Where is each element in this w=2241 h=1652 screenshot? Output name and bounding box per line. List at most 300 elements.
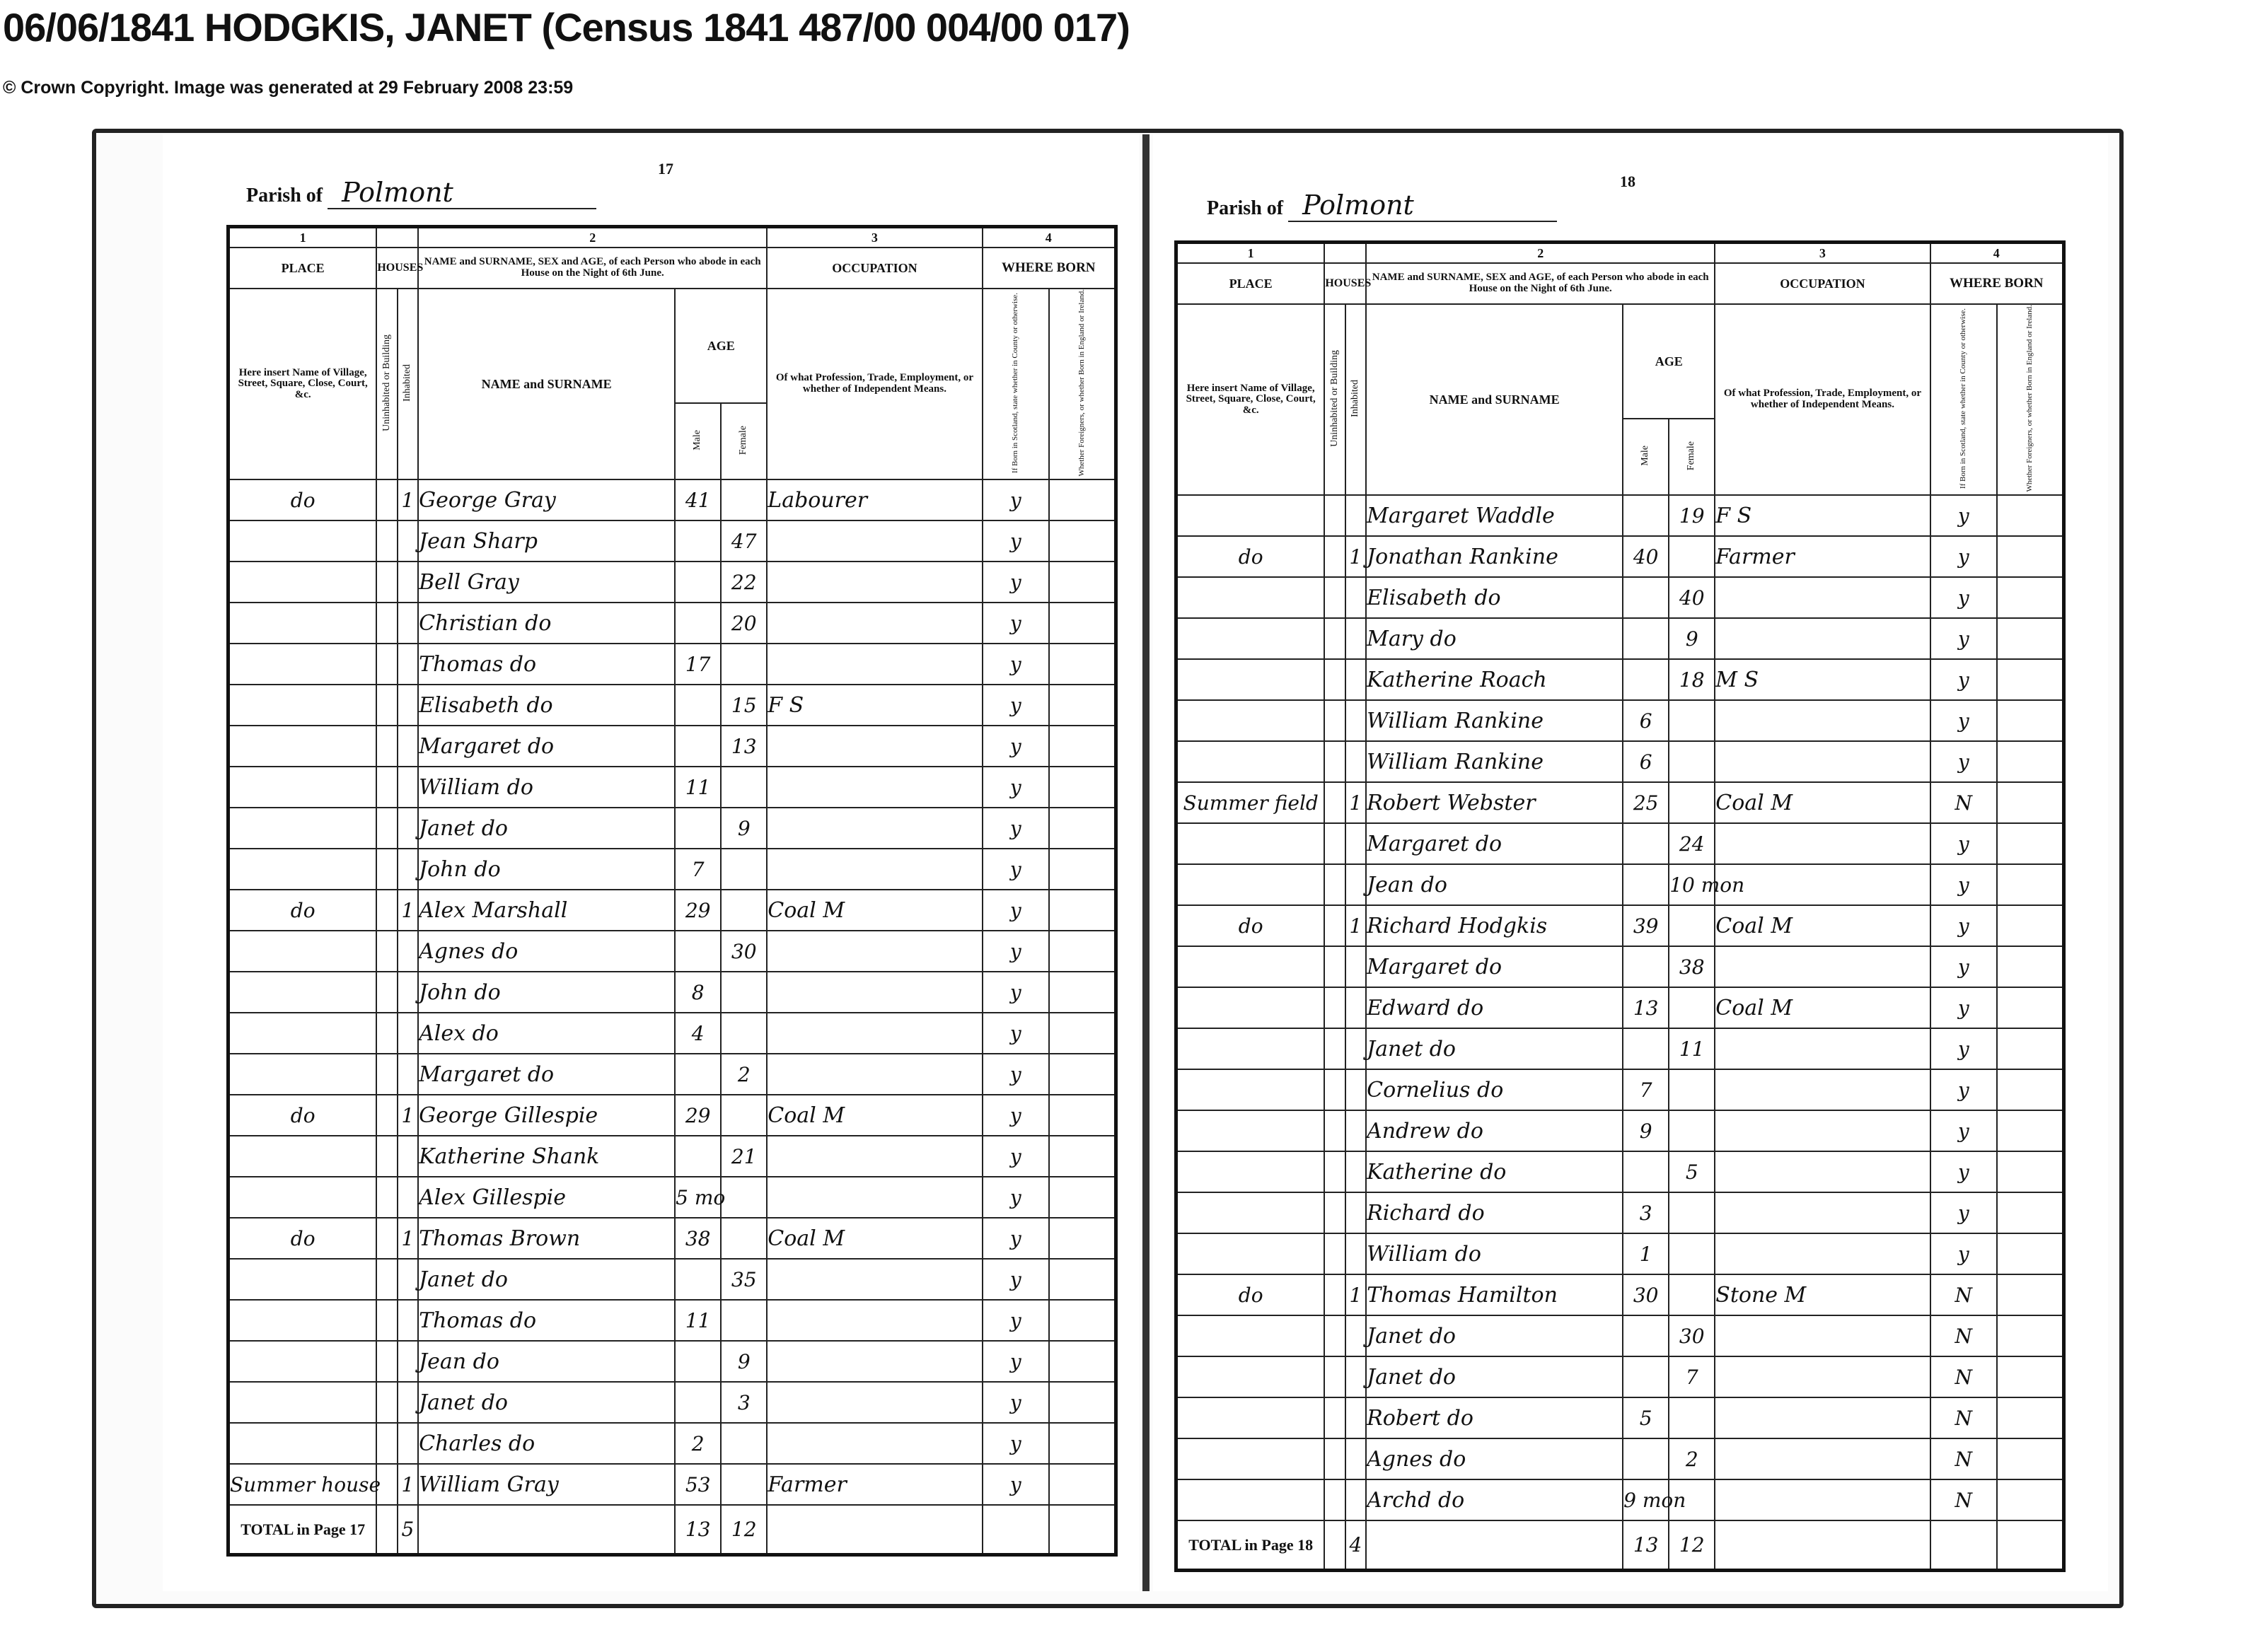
occupation-header: OCCUPATION: [1715, 263, 1930, 304]
uninhabited-cell: [376, 562, 397, 603]
female-age-cell: 24: [1669, 823, 1715, 864]
uninhabited-cell: [376, 972, 397, 1013]
occupation-cell: [1715, 741, 1930, 782]
male-age-cell: [1623, 1151, 1669, 1192]
born-county-cell: y: [983, 808, 1049, 849]
name-cell: Margaret do: [1366, 946, 1623, 987]
census-row: [228, 931, 1116, 972]
right-parish-heading: [1207, 190, 1557, 222]
census-row: [1176, 618, 2064, 659]
col-num-3: 3: [1715, 243, 1930, 264]
male-age-cell: 25: [1623, 782, 1669, 823]
male-age-cell: 5: [1623, 1397, 1669, 1438]
male-age-cell: 41: [675, 479, 721, 520]
born-foreign-cell: [1049, 1218, 1116, 1259]
male-age-cell: 17: [675, 644, 721, 685]
male-age-cell: [675, 1382, 721, 1423]
occupation-cell: [767, 808, 982, 849]
name-cell: Jonathan Rankine: [1366, 536, 1623, 577]
occupation-cell: [1715, 1479, 1930, 1520]
place-cell: [1176, 987, 1325, 1028]
uninhabited-cell: [376, 685, 397, 726]
census-row: [228, 1013, 1116, 1054]
name-cell: Margaret do: [418, 726, 675, 767]
born-foreign-cell: [1997, 1110, 2064, 1151]
born-county-cell: y: [983, 726, 1049, 767]
occupation-cell: [767, 1136, 982, 1177]
age-header: AGE: [1623, 304, 1715, 419]
place-cell: [228, 849, 377, 890]
male-age-cell: 53: [675, 1464, 721, 1505]
occupation-cell: [1715, 823, 1930, 864]
name-cell: George Gillespie: [418, 1095, 675, 1136]
occupation-cell: [1715, 1397, 1930, 1438]
uninhabited-cell: [376, 520, 397, 562]
occupation-cell: [767, 562, 982, 603]
inhabited-cell: [398, 685, 418, 726]
place-cell: [228, 1259, 377, 1300]
left-census-table: [226, 225, 1118, 1557]
left-total-label: TOTAL in Page 17: [228, 1505, 377, 1554]
occupation-cell: Farmer: [1715, 536, 1930, 577]
name-cell: Elisabeth do: [418, 685, 675, 726]
born-county-cell: y: [1930, 823, 1997, 864]
occupation-cell: Farmer: [767, 1464, 982, 1505]
uninhabited-cell: [1324, 1356, 1345, 1397]
male-age-cell: [675, 685, 721, 726]
inhabited-cell: [1345, 1069, 1366, 1110]
female-age-cell: 13: [721, 726, 767, 767]
uninhabited-cell: [376, 808, 397, 849]
name-cell: Janet do: [418, 808, 675, 849]
male-age-cell: 11: [675, 1300, 721, 1341]
census-row: [228, 562, 1116, 603]
left-page-number: 17: [658, 160, 673, 178]
occupation-cell: [1715, 577, 1930, 618]
name-cell: Thomas Hamilton: [1366, 1274, 1623, 1315]
uninhabited-cell: [376, 726, 397, 767]
inhabited-cell: 1: [398, 890, 418, 931]
name-cell: Janet do: [1366, 1315, 1623, 1356]
occupation-cell: [767, 1300, 982, 1341]
census-row: [228, 644, 1116, 685]
census-row: [228, 1382, 1116, 1423]
inhabited-cell: 1: [398, 1218, 418, 1259]
place-cell: [1176, 1479, 1325, 1520]
inhabited-cell: [398, 520, 418, 562]
male-age-cell: [675, 808, 721, 849]
male-age-cell: [1623, 946, 1669, 987]
inhabited-cell: [398, 1259, 418, 1300]
place-cell: [228, 562, 377, 603]
uninhabited-cell: [376, 479, 397, 520]
place-cell: [1176, 659, 1325, 700]
inhabited-cell: [1345, 987, 1366, 1028]
census-row: [1176, 864, 2064, 905]
uninhabited-cell: [1324, 577, 1345, 618]
female-age-cell: [721, 767, 767, 808]
born-foreign-cell: [1049, 1177, 1116, 1218]
born-county-cell: y: [983, 520, 1049, 562]
occupation-cell: [767, 520, 982, 562]
female-age-cell: [1669, 1192, 1715, 1233]
inhabited-header: Inhabited: [1350, 379, 1361, 417]
uninhabited-cell: [1324, 864, 1345, 905]
female-header: Female: [738, 425, 749, 455]
born-county-cell: y: [983, 1218, 1049, 1259]
female-age-cell: [1669, 905, 1715, 946]
place-cell: [228, 1341, 377, 1382]
born-county-cell: y: [983, 890, 1049, 931]
born-county-cell: y: [983, 685, 1049, 726]
born-foreign-cell: [1997, 1356, 2064, 1397]
born-county-cell: y: [1930, 1069, 1997, 1110]
male-age-cell: 8: [675, 972, 721, 1013]
census-row: [228, 1177, 1116, 1218]
uninhabited-cell: [376, 931, 397, 972]
uninhabited-cell: [1324, 905, 1345, 946]
occupation-cell: M S: [1715, 659, 1930, 700]
born-county-cell: y: [983, 562, 1049, 603]
census-row: [228, 1464, 1116, 1505]
born-county-cell: y: [983, 1259, 1049, 1300]
name-cell: Andrew do: [1366, 1110, 1623, 1151]
occupation-cell: [767, 1382, 982, 1423]
occupation-cell: Coal M: [1715, 782, 1930, 823]
name-cell: Agnes do: [1366, 1438, 1623, 1479]
born-foreign-cell: [1049, 849, 1116, 890]
place-cell: [228, 603, 377, 644]
occupation-cell: [1715, 1192, 1930, 1233]
document-title: 06/06/1841 HODGKIS, JANET (Census 1841 487/00 004/00 017): [3, 5, 1130, 50]
inhabited-cell: [1345, 1315, 1366, 1356]
col-num-1: 1: [1176, 243, 1325, 264]
col-num-2: 2: [418, 227, 767, 248]
place-cell: Summer house: [228, 1464, 377, 1505]
name-cell: Katherine Roach: [1366, 659, 1623, 700]
male-age-cell: [675, 562, 721, 603]
uninhabited-cell: [376, 1423, 397, 1464]
uninhabited-cell: [1324, 618, 1345, 659]
male-age-cell: 5 mo: [675, 1177, 721, 1218]
census-row: [1176, 1397, 2064, 1438]
place-header: PLACE: [1176, 263, 1325, 304]
born-county-cell: y: [1930, 987, 1997, 1028]
name-cell: Katherine do: [1366, 1151, 1623, 1192]
inhabited-cell: 1: [1345, 782, 1366, 823]
male-age-cell: 2: [675, 1423, 721, 1464]
female-age-cell: [721, 1464, 767, 1505]
name-cell: Richard do: [1366, 1192, 1623, 1233]
place-subheader: Here insert Name of Village, Street, Square, Close, Court, &c.: [1176, 304, 1325, 495]
born-foreign-cell: [1997, 1151, 2064, 1192]
name-cell: Elisabeth do: [1366, 577, 1623, 618]
census-row: [1176, 1438, 2064, 1479]
born-foreign-cell: [1049, 685, 1116, 726]
census-row: [1176, 1192, 2064, 1233]
born-county-cell: N: [1930, 782, 1997, 823]
place-cell: [228, 1013, 377, 1054]
male-age-cell: 29: [675, 890, 721, 931]
inhabited-cell: [1345, 1233, 1366, 1274]
male-age-cell: [1623, 577, 1669, 618]
born-foreign-cell: [1997, 823, 2064, 864]
name-cell: Janet do: [418, 1382, 675, 1423]
born-foreign-cell: [1049, 890, 1116, 931]
place-cell: [1176, 495, 1325, 536]
left-total-inhabited: 5: [398, 1505, 418, 1554]
age-header: AGE: [675, 289, 767, 403]
census-row: [1176, 741, 2064, 782]
right-census-table: [1174, 240, 2066, 1572]
female-age-cell: [721, 1095, 767, 1136]
census-row: [228, 1300, 1116, 1341]
occupation-subheader: Of what Profession, Trade, Employment, or whether of Independent Means.: [767, 289, 982, 479]
born-foreign-cell: [1049, 1054, 1116, 1095]
born-foreign-cell: [1997, 987, 2064, 1028]
uninhabited-cell: [376, 1095, 397, 1136]
uninhabited-cell: [1324, 1397, 1345, 1438]
inhabited-cell: [1345, 864, 1366, 905]
female-age-cell: 38: [1669, 946, 1715, 987]
female-age-cell: [721, 890, 767, 931]
inhabited-cell: [1345, 618, 1366, 659]
born-foreign-cell: [1997, 1028, 2064, 1069]
female-age-cell: [721, 972, 767, 1013]
name-cell: Archd do: [1366, 1479, 1623, 1520]
born-foreign-cell: [1997, 659, 2064, 700]
born-foreign-cell: [1997, 1274, 2064, 1315]
female-age-cell: 47: [721, 520, 767, 562]
born-county-cell: N: [1930, 1356, 1997, 1397]
uninhabited-cell: [376, 1136, 397, 1177]
female-age-cell: 11: [1669, 1028, 1715, 1069]
census-row: [1176, 1356, 2064, 1397]
census-row: [1176, 577, 2064, 618]
male-age-cell: [1623, 495, 1669, 536]
name-cell: Margaret Waddle: [1366, 495, 1623, 536]
occupation-cell: F S: [1715, 495, 1930, 536]
uninhabited-cell: [1324, 1315, 1345, 1356]
census-row: [228, 520, 1116, 562]
female-age-cell: [721, 1218, 767, 1259]
census-row: [228, 603, 1116, 644]
place-cell: [1176, 1315, 1325, 1356]
occupation-cell: [767, 767, 982, 808]
census-row: [228, 1218, 1116, 1259]
occupation-cell: [767, 931, 982, 972]
occupation-cell: [1715, 946, 1930, 987]
place-cell: [1176, 1069, 1325, 1110]
male-age-cell: 29: [675, 1095, 721, 1136]
female-age-cell: [721, 644, 767, 685]
born-foreign-cell: [1997, 1192, 2064, 1233]
uninhabited-header: Uninhabited or Building: [381, 334, 392, 431]
female-age-cell: [1669, 1069, 1715, 1110]
born-foreign-cell: [1049, 1259, 1116, 1300]
born-county-cell: y: [983, 1177, 1049, 1218]
born-foreign-cell: [1049, 1423, 1116, 1464]
born-county-cell: y: [1930, 905, 1997, 946]
born-foreign-cell: [1997, 1069, 2064, 1110]
name-cell: George Gray: [418, 479, 675, 520]
female-age-cell: [721, 849, 767, 890]
uninhabited-cell: [376, 1177, 397, 1218]
right-page-number: 18: [1620, 173, 1635, 190]
born-county-cell: y: [983, 767, 1049, 808]
male-age-cell: 30: [1623, 1274, 1669, 1315]
inhabited-cell: 1: [398, 479, 418, 520]
census-row: [228, 767, 1116, 808]
female-age-cell: [1669, 700, 1715, 741]
born-foreign-cell: [1997, 1479, 2064, 1520]
name-cell: Janet do: [1366, 1028, 1623, 1069]
census-row: [1176, 1479, 2064, 1520]
uninhabited-cell: [376, 644, 397, 685]
occupation-cell: [767, 1259, 982, 1300]
born-foreign-cell: [1997, 946, 2064, 987]
place-cell: [1176, 1233, 1325, 1274]
name-cell: Margaret do: [418, 1054, 675, 1095]
female-age-cell: 3: [721, 1382, 767, 1423]
inhabited-cell: [1345, 1479, 1366, 1520]
born-foreign-cell: [1049, 1095, 1116, 1136]
inhabited-cell: [398, 931, 418, 972]
born-county-cell: N: [1930, 1274, 1997, 1315]
male-age-cell: [675, 931, 721, 972]
name-cell: Alex Gillespie: [418, 1177, 675, 1218]
name-cell: Richard Hodgkis: [1366, 905, 1623, 946]
place-cell: [1176, 577, 1325, 618]
census-row: [228, 479, 1116, 520]
occupation-cell: [1715, 1110, 1930, 1151]
place-cell: [1176, 864, 1325, 905]
occupation-cell: [767, 849, 982, 890]
name-cell: Katherine Shank: [418, 1136, 675, 1177]
uninhabited-cell: [1324, 536, 1345, 577]
born-county-cell: y: [983, 1054, 1049, 1095]
born-county-cell: y: [983, 644, 1049, 685]
inhabited-cell: [1345, 1438, 1366, 1479]
born-foreign-cell: [1997, 1233, 2064, 1274]
born-county-cell: y: [983, 1300, 1049, 1341]
male-age-cell: [1623, 1315, 1669, 1356]
occupation-cell: [767, 603, 982, 644]
male-age-cell: [1623, 1438, 1669, 1479]
name-cell: John do: [418, 972, 675, 1013]
name-cell: Jean do: [418, 1341, 675, 1382]
place-cell: do: [1176, 1274, 1325, 1315]
born-county-cell: N: [1930, 1438, 1997, 1479]
male-age-cell: 6: [1623, 741, 1669, 782]
name-cell: Thomas do: [418, 1300, 675, 1341]
place-header: PLACE: [228, 248, 377, 289]
name-cell: Robert do: [1366, 1397, 1623, 1438]
place-cell: [1176, 1356, 1325, 1397]
occupation-cell: Coal M: [767, 890, 982, 931]
census-row: [228, 849, 1116, 890]
male-age-cell: [1623, 659, 1669, 700]
name-cell: Thomas Brown: [418, 1218, 675, 1259]
occupation-cell: F S: [767, 685, 982, 726]
male-age-cell: 7: [675, 849, 721, 890]
born-foreign-cell: [1997, 782, 2064, 823]
place-cell: [228, 520, 377, 562]
born-county-cell: y: [983, 849, 1049, 890]
houses-header: HOUSES: [376, 248, 418, 289]
born-foreign-header: Whether Foreigners, or whether Born in England or Ireland.: [1077, 289, 1086, 477]
female-age-cell: 40: [1669, 577, 1715, 618]
born-foreign-cell: [1049, 1013, 1116, 1054]
occupation-cell: Labourer: [767, 479, 982, 520]
uninhabited-cell: [1324, 823, 1345, 864]
inhabited-cell: [398, 808, 418, 849]
uninhabited-cell: [376, 767, 397, 808]
occupation-subheader: Of what Profession, Trade, Employment, or whether of Independent Means.: [1715, 304, 1930, 495]
name-cell: William do: [418, 767, 675, 808]
census-row: [1176, 1069, 2064, 1110]
place-cell: [1176, 1151, 1325, 1192]
place-cell: [228, 644, 377, 685]
place-subheader: Here insert Name of Village, Street, Square, Close, Court, &c.: [228, 289, 377, 479]
place-cell: [228, 808, 377, 849]
inhabited-cell: [398, 1382, 418, 1423]
male-age-cell: 39: [1623, 905, 1669, 946]
census-row: [1176, 1233, 2064, 1274]
uninhabited-cell: [1324, 782, 1345, 823]
right-parish-label: Parish of: [1207, 197, 1284, 219]
right-total-female: 12: [1669, 1520, 1715, 1570]
born-foreign-cell: [1049, 808, 1116, 849]
place-cell: [1176, 1438, 1325, 1479]
born-county-cell: y: [983, 1136, 1049, 1177]
male-age-cell: [675, 1341, 721, 1382]
census-row: [1176, 823, 2064, 864]
female-age-cell: [721, 479, 767, 520]
place-cell: [228, 726, 377, 767]
census-row: [1176, 700, 2064, 741]
uninhabited-cell: [1324, 495, 1345, 536]
uninhabited-cell: [376, 603, 397, 644]
census-row: [1176, 536, 2064, 577]
male-age-cell: 13: [1623, 987, 1669, 1028]
census-row: [1176, 782, 2064, 823]
place-cell: [1176, 1192, 1325, 1233]
right-parish-value: Polmont: [1288, 190, 1557, 222]
female-age-cell: 20: [721, 603, 767, 644]
left-parish-label: Parish of: [246, 185, 323, 206]
copyright-notice: © Crown Copyright. Image was generated at 29 February 2008 23:59: [3, 78, 574, 98]
uninhabited-cell: [376, 890, 397, 931]
born-county-cell: y: [1930, 577, 1997, 618]
book-spine: [1142, 134, 1150, 1591]
female-age-cell: [1669, 1110, 1715, 1151]
houses-header: HOUSES: [1324, 263, 1366, 304]
census-row: [1176, 1274, 2064, 1315]
name-cell: William do: [1366, 1233, 1623, 1274]
male-age-cell: 9: [1623, 1110, 1669, 1151]
name-cell: Robert Webster: [1366, 782, 1623, 823]
born-county-cell: y: [983, 1382, 1049, 1423]
uninhabited-cell: [1324, 1151, 1345, 1192]
name-cell: Mary do: [1366, 618, 1623, 659]
uninhabited-cell: [376, 1382, 397, 1423]
born-foreign-cell: [1049, 479, 1116, 520]
born-county-cell: y: [983, 603, 1049, 644]
female-age-cell: 2: [721, 1054, 767, 1095]
occupation-cell: [1715, 1233, 1930, 1274]
inhabited-cell: [398, 1300, 418, 1341]
